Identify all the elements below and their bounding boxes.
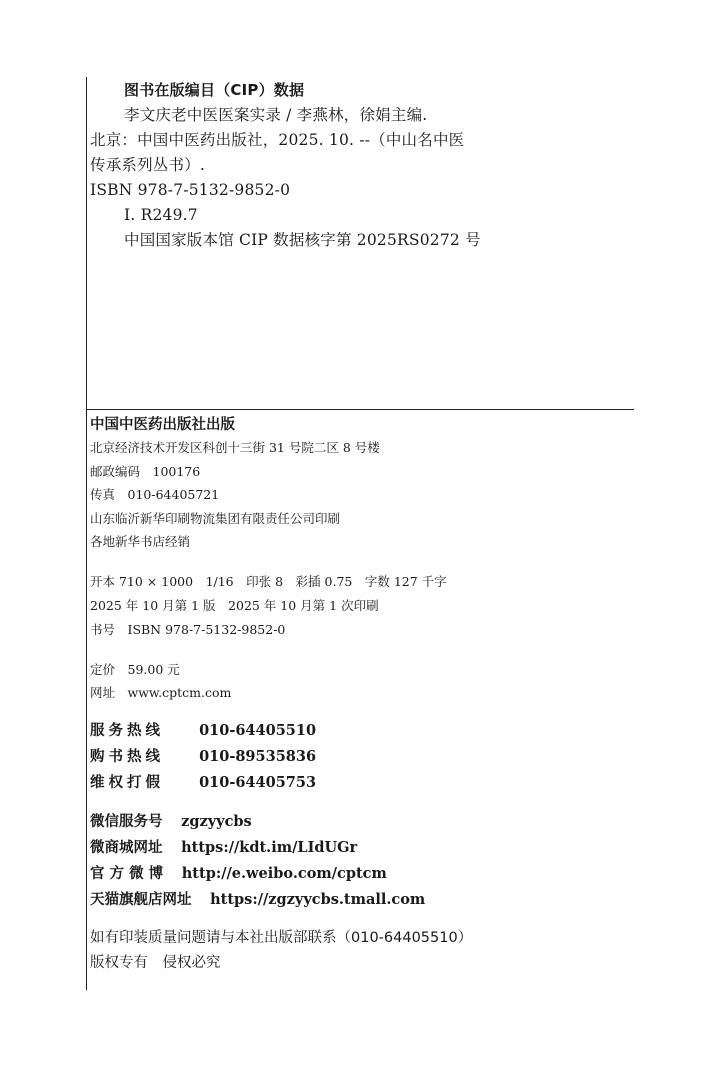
social-value: http://e.weibo.com/cptcm	[181, 864, 387, 882]
social-label: 微商城网址	[90, 839, 163, 856]
weibo-url	[90, 861, 630, 887]
wechat-account	[90, 809, 630, 835]
price: 定价 59.00 元	[90, 661, 180, 677]
micro-shop-url	[90, 835, 630, 861]
cip-series-line: 传承系列丛书）.	[90, 156, 206, 174]
spec-block	[90, 570, 630, 642]
social-value: https://zgzyycbs.tmall.com	[210, 890, 426, 908]
cip-record-number-line: 中国国家版本馆 CIP 数据核字第 2025RS0272 号	[124, 231, 481, 249]
cip-title-line: 李文庆老中医医案实录 / 李燕林，徐娟主编.	[124, 106, 428, 124]
cip-classification-line: Ⅰ. R249.7	[124, 206, 198, 224]
edition-info: 2025 年 10 月第 1 版 2025 年 10 月第 1 次印刷	[90, 597, 379, 613]
printer: 山东临沂新华印刷物流集团有限责任公司印刷	[90, 510, 341, 526]
social-label: 官 方 微 博	[90, 865, 164, 882]
social-block	[90, 809, 630, 913]
cip-heading: 图书在版编目（CIP）数据	[124, 81, 305, 99]
hotline-number: 010-89535836	[199, 747, 317, 765]
fax-number: 传真 010-64405721	[90, 487, 220, 502]
postcode: 邮政编码 100176	[90, 463, 201, 479]
footer-block	[90, 926, 630, 976]
copyright-notice: 版权专有 侵权必究	[90, 954, 221, 971]
hotline-label: 服务热线	[90, 722, 164, 739]
cip-left-rule	[86, 77, 87, 410]
cip-isbn-line: ISBN 978-7-5132-9852-0	[90, 181, 291, 199]
quality-notice: 如有印装质量问题请与本社出版部联系（010-64405510）	[90, 929, 473, 946]
social-value: zgzyycbs	[181, 812, 252, 830]
distribution: 各地新华书店经销	[90, 534, 191, 549]
tmall-store-url	[90, 887, 630, 913]
hotline-number: 010-64405510	[199, 721, 317, 739]
website: 网址 www.cptcm.com	[90, 685, 232, 700]
hotline-label: 购书热线	[90, 748, 164, 765]
cip-publisher-line: 北京：中国中医药出版社，2025. 10. --（中山名中医	[90, 131, 465, 149]
imprint-block	[90, 414, 630, 976]
publisher-address: 北京经济技术开发区科创十三街 31 号院二区 8 号楼	[90, 440, 380, 455]
hotline-block	[90, 718, 630, 796]
section-divider	[86, 409, 634, 410]
isbn-number: 书号 ISBN 978-7-5132-9852-0	[90, 621, 286, 637]
service-hotline	[90, 718, 630, 744]
format-spec: 开本 710 × 1000 1/16 印张 8 彩插 0.75 字数 127 千字	[90, 573, 447, 589]
hotline-number: 010-64405753	[199, 773, 317, 791]
anti-piracy-hotline	[90, 770, 630, 796]
imprint-left-rule	[86, 410, 87, 990]
hotline-label: 维权打假	[90, 774, 164, 791]
social-value: https://kdt.im/LIdUGr	[181, 838, 358, 856]
cip-block	[90, 78, 510, 253]
publisher-name: 中国中医药出版社出版	[90, 417, 235, 433]
purchase-hotline	[90, 744, 630, 770]
social-label: 微信服务号	[90, 813, 163, 830]
social-label: 天猫旗舰店网址	[90, 891, 192, 908]
